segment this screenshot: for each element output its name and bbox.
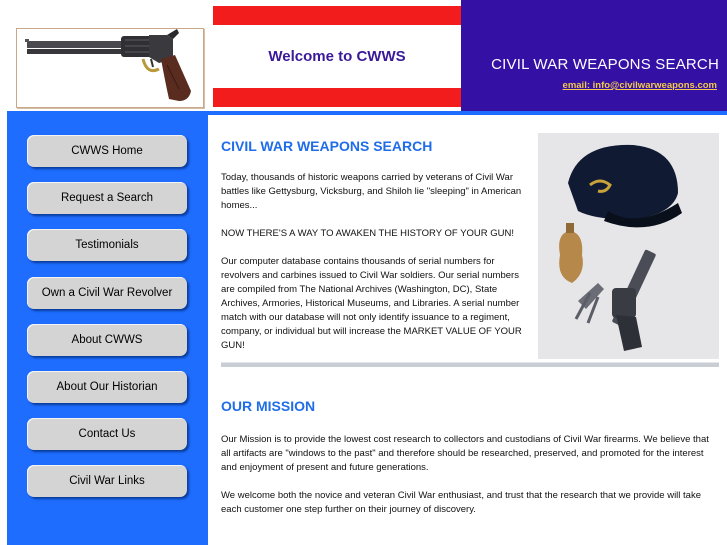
nav-cwws-home-button[interactable]: CWWS Home [27, 135, 187, 167]
site-title: CIVIL WAR WEAPONS SEARCH [491, 56, 719, 73]
artifacts-image [538, 133, 719, 359]
photo-revolver-cylinder [612, 288, 636, 318]
sidebar [7, 111, 208, 545]
main-top-border [208, 111, 727, 115]
mission-heading: OUR MISSION [221, 398, 316, 414]
nav-civil-war-links-button[interactable]: Civil War Links [27, 465, 187, 497]
database-paragraph: Our computer database contains thousands of serial numbers for revolvers and carbines issued to Civil War soldiers. Our serial numbers are compiled from The National Archives (Washington, DC), State Archives, Armories, Historical Museums, and Libraries. A serial number match with our database will not only identify issuance to a regiment, company, or individual but will increase the MARKET VALUE OF YOUR GUN! [221, 256, 522, 351]
revolver-logo-image [16, 28, 204, 108]
welcome-paragraph: We welcome both the novice and veteran Civil War enthusiast, and trust that the research that we provide will take each customer one step further on their journey of discovery. [221, 490, 701, 515]
mission-paragraph: Our Mission is to provide the lowest cost research to collectors and custodians of Civil War firearms. We believe that all artifacts are "windows to the past" and therefore should be researched, preserved, and promoted for the interest and enjoyment of present and future generations. [221, 434, 709, 473]
nav-request-search-button[interactable]: Request a Search [27, 182, 187, 214]
intro-paragraph: Today, thousands of historic weapons carried by veterans of Civil War battles like Gettysburg, Vicksburg, and Shiloh lie "sleeping" in American homes... [221, 172, 522, 211]
awaken-paragraph: NOW THERE'S A WAY TO AWAKEN THE HISTORY OF YOUR GUN! [221, 228, 515, 239]
revolver-icon [17, 29, 203, 107]
welcome-text: Welcome to CWWS [268, 48, 406, 65]
email-link[interactable]: email: info@civilwarweapons.com [562, 80, 717, 91]
nav-contact-us-button[interactable]: Contact Us [27, 418, 187, 450]
revolver-barrel [27, 41, 125, 48]
revolver-front-sight [25, 39, 29, 42]
revolver-loading-lever [27, 49, 123, 54]
powder-flask [559, 231, 583, 283]
page-title: CIVIL WAR WEAPONS SEARCH [221, 138, 433, 154]
nav-about-historian-button[interactable]: About Our Historian [27, 371, 187, 403]
intro-section [221, 171, 533, 353]
nav-testimonials-button[interactable]: Testimonials [27, 229, 187, 261]
civil-war-artifacts-photo [538, 133, 719, 359]
red-stripe [213, 88, 461, 107]
red-stripe [213, 6, 461, 25]
nav-own-revolver-button[interactable]: Own a Civil War Revolver [27, 277, 187, 309]
section-divider [221, 362, 719, 367]
mission-section [221, 433, 719, 517]
nav-about-cwws-button[interactable]: About CWWS [27, 324, 187, 356]
revolver-grip [161, 55, 191, 101]
